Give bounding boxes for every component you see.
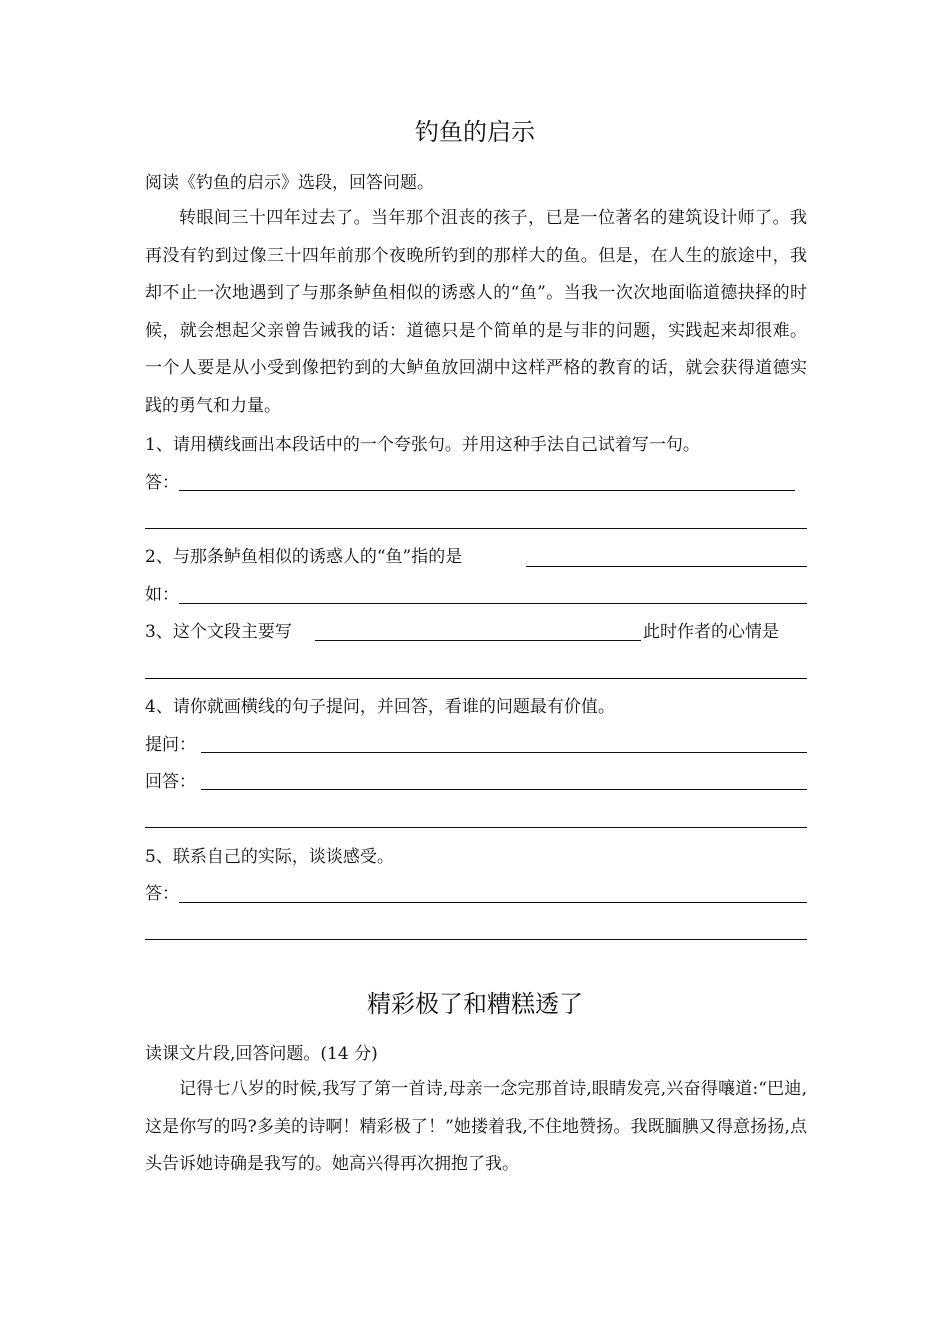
q4-answer-line-1[interactable]: [201, 789, 807, 790]
q1-answer-line-1[interactable]: [179, 490, 795, 491]
q4-answer-line-2[interactable]: [145, 827, 807, 828]
section1-instruction: 阅读《钓鱼的启示》选段，回答问题。: [145, 173, 434, 193]
section2-passage: 记得七八岁的时候,我写了第一首诗,母亲一念完那首诗,眼睛发亮,兴奋得嚷道:“巴迪,这是你写的吗?多美的诗啊！精彩极了！”她搂着我,不住地赞扬。我既腼腆又得意扬扬,点头告诉她诗确是我写的。她高兴得再次拥抱了我。: [145, 1079, 807, 1174]
q2-example-label: 如：: [145, 585, 179, 605]
q5-answer-label: 答：: [145, 884, 179, 904]
q4-answer-label: 回答：: [145, 772, 196, 792]
q5-answer-line-2[interactable]: [145, 939, 807, 940]
question-2: 2、与那条鲈鱼相似的诱惑人的“鱼”指的是: [145, 547, 463, 567]
q4-ask-line[interactable]: [201, 752, 807, 753]
question-3: 3、这个文段主要写: [145, 622, 292, 642]
q2-example-line[interactable]: [179, 603, 807, 604]
question-5: 5、联系自己的实际，谈谈感受。: [145, 847, 394, 867]
q1-answer-label: 答：: [145, 473, 179, 493]
section2-title: 精彩极了和糟糕透了: [367, 990, 583, 1018]
question-1: 1、请用横线画出本段话中的一个夸张句。并用这种手法自己试着写一句。: [145, 435, 700, 455]
question-3-tail: 此时作者的心情是: [643, 622, 779, 642]
q3-mood-line[interactable]: [145, 678, 807, 679]
q5-answer-line-1[interactable]: [179, 902, 807, 903]
q1-answer-line-2[interactable]: [145, 528, 807, 529]
section1-title: 钓鱼的启示: [415, 118, 535, 146]
q3-answer-line[interactable]: [315, 640, 641, 641]
question-4: 4、请你就画横线的句子提问，并回答，看谁的问题最有价值。: [145, 697, 615, 717]
section2-instruction: 读课文片段,回答问题。(14 分): [145, 1044, 378, 1064]
section1-passage: 转眼间三十四年过去了。当年那个沮丧的孩子，已是一位著名的建筑设计师了。我再没有钓到过像三十四年前那个夜晚所钓到的那样大的鱼。但是，在人生的旅途中，我却不止一次地遇到了与那条鲈鱼相似的诱惑人的“鱼”。当我一次次地面临道德抉择的时候，就会想起父亲曾告诫我的话：道德只是个简单的是与非的问题，实践起来却很难。一个人要是从小受到像把钓到的大鲈鱼放回湖中这样严格的教育的话，就会获得道德实践的勇气和力量。: [145, 208, 807, 416]
q2-answer-line[interactable]: [526, 566, 807, 567]
q4-ask-label: 提问：: [145, 735, 196, 755]
